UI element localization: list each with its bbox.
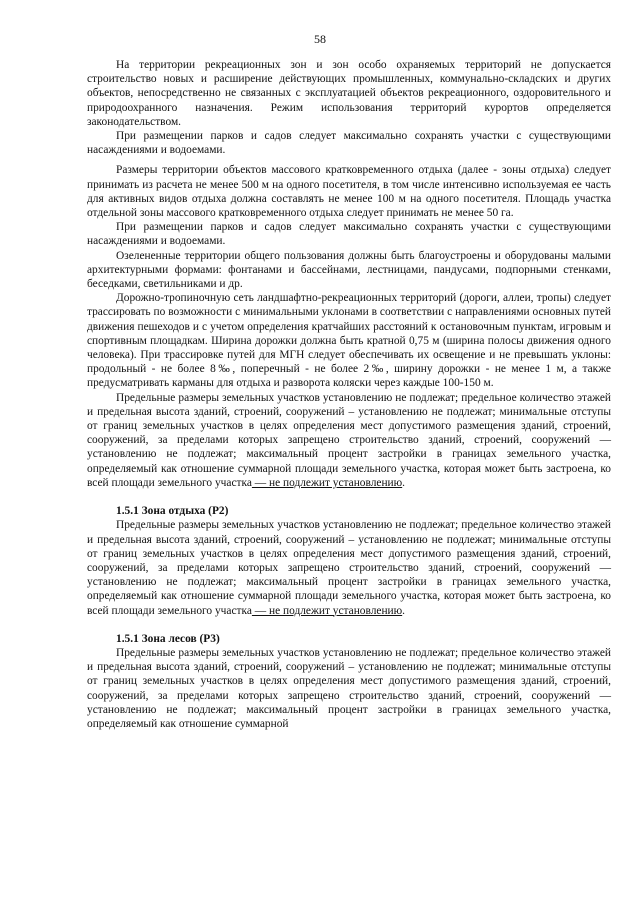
page-number: 58 [314,32,326,46]
paragraph-restrictions: На территории рекреационных зон и зон особо охраняемых территорий не допускается строительство новых и расширение действующих промышленных, коммунально-складских и других объектов, непосредственно не связанных с эксплуатацией объектов рекреационного, оздоровительного и природоохранного назначения. Режим использования территорий курортов определяется законодательством. [87,59,611,128]
paragraph-landscaping: Озелененные территории общего пользования должны быть благоустроены и оборудованы малыми архитектурными формами: фонтанами и бассейнами, лестницами, пандусами, подпорными стенками, беседками, светильниками и др. [87,249,611,291]
limits-underlined: — не подлежит установлению [251,476,403,489]
paragraph-paths: Дорожно-тропиночную сеть ландшафтно-рекреационных территорий (дороги, аллеи, тропы) следует трассировать по возможности с минимальными уклонами в соответствии с направлениями основных путей движения пешеходов и с учетом определения кратчайших расстояний к остановочным пунктам, игровым и спортивным площадкам. Ширина дорожки должна быть кратной 0,75 м (ширина полосы движения одного человека). При трассировке путей для МГН следует обеспечивать их освещение и не превышать уклоны: продольный - не более 8‰, поперечный - не более 2‰, ширину дорожки - не менее 1 м, а также предусматривать карманы для отдыха и разворота коляски через каждые 100-150 м. [87,292,611,390]
r2-text: Предельные размеры земельных участков установлению не подлежат; предельное количество этажей и предельная высота зданий, строений, сооружений – установлению не подлежат; минимальные отступы от границ земельных участков в целях определения мест допустимого размещения зданий, строений, сооружений, за пределами которых запрещено строительство зданий, строений, сооружений — установлению не подлежат; максимальный процент застройки в границах земельного участка, определяемый как отношение суммарной площади земельного участка, которая может быть застроена, ко всей площади земельного участка [87,519,611,617]
paragraph-rest-zone-size: Размеры территории объектов массового кратковременного отдыха (далее - зоны отдыха) следует принимать из расчета не менее 500 м на одного посетителя, в том числе интенсивно используемая ее часть для активных видов отдыха должна составлять не менее 100 м на одного посетителя. Площадь участка отдельной зоны массового кратковременного отдыха следует принимать не менее 50 га. [87,164,611,220]
section-text-r3: Предельные размеры земельных участков установлению не подлежат; предельное количество этажей и предельная высота зданий, строений, сооружений – установлению не подлежат; минимальные отступы от границ земельных участков в целях определения мест допустимого размещения зданий, строений, сооружений, за пределами которых запрещено строительство зданий, строений, сооружений — установлению не подлежат; максимальный процент застройки в границах земельного участка, определяемый как отношение суммарной [87,646,611,730]
section-heading-r3: 1.5.1 Зона лесов (Р3) [116,632,220,645]
limits-end: . [402,476,406,489]
paragraph-limits [87,391,611,490]
r2-underlined: — не подлежит установлению [251,604,403,617]
section-forest-zone [87,632,611,731]
page-content [87,58,611,731]
section-heading-r2: 1.5.1 Зона отдыха (Р2) [116,505,229,518]
limits-text: Предельные размеры земельных участков установлению не подлежат; предельное количество этажей и предельная высота зданий, строений, сооружений – установлению не подлежат; минимальные отступы от границ земельных участков в целях определения мест допустимого размещения зданий, строений, сооружений, за пределами которых запрещено строительство зданий, строений, сооружений — установлению не подлежат; максимальный процент застройки в границах земельного участка, определяемый как отношение суммарной площади земельного участка, которая может быть застроена, ко всей площади земельного участка [87,391,611,489]
section-rest-zone [87,504,611,618]
section-text-r2 [87,518,611,617]
r2-end: . [402,604,406,617]
paragraph-parks-repeat: При размещении парков и садов следует максимально сохранять участки с существующими насаждениями и водоемами. [87,221,611,248]
paragraph-parks: При размещении парков и садов следует максимально сохранять участки с существующими насаждениями и водоемами. [87,130,611,157]
